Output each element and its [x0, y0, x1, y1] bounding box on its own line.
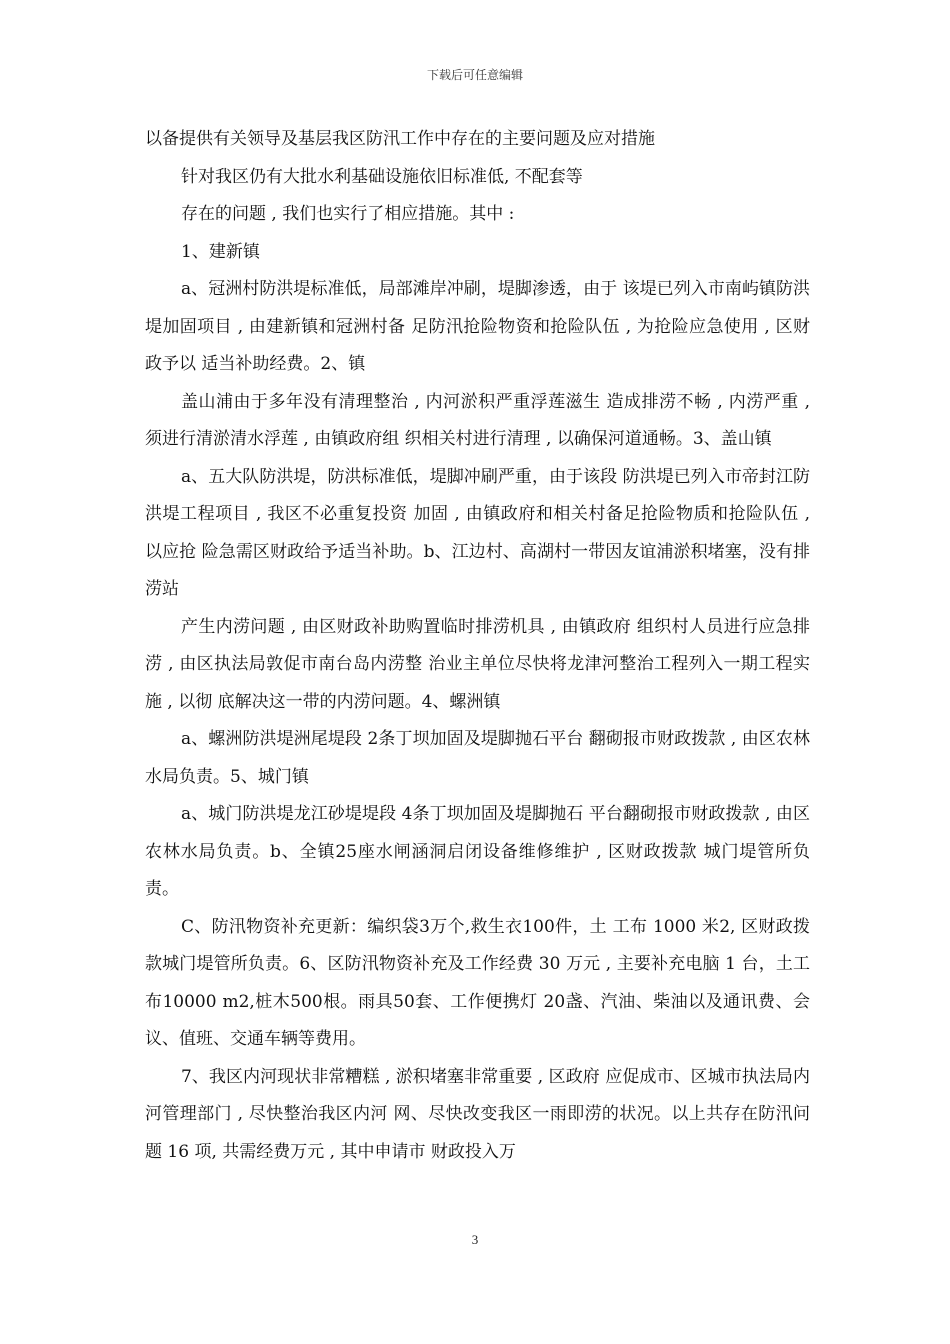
paragraph-11: C、防汛物资补充更新：编织袋3万个,救生衣100件，土 工布 1000 米2, 区财政拨款城门堤管所负责。6、区防汛物资补充及工作经费 30 万元 , 主要补充电脑 1 台，土工布10000 m2,桩木500根。雨具50套、工作便携灯 20盏、汽油、柴油以及通讯费、会议、值班、交通车辆等费用。	[145, 916, 810, 1049]
page-number: 3	[471, 1232, 479, 1247]
paragraph-1: 以备提供有关领导及基层我区防汛工作中存在的主要问题及应对措施	[145, 129, 655, 149]
paragraph-3: 存在的问题 , 我们也实行了相应措施。其中 :	[181, 204, 515, 224]
paragraph-7: a、五大队防洪堤，防洪标准低，堤脚冲刷严重，由于该段 防洪堤已列入市帝封江防洪堤工程项目 , 我区不必重复投资 加固 , 由镇政府和相关村备足抢险物质和抢险队伍 , 以应抢 险急需区财政给予适当补助。b、江边村、高湖村一带因友谊浦淤积堵塞，没有排涝站	[145, 466, 810, 599]
paragraph-9: a、螺洲防洪堤洲尾堤段 2条丁坝加固及堤脚抛石平台 翻砌报市财政拨款 , 由区农林水局负责。5、城门镇	[145, 729, 810, 787]
document-body	[145, 121, 810, 1171]
paragraph-10: a、城门防洪堤龙江砂堤堤段 4条丁坝加固及堤脚抛石 平台翻砌报市财政拨款 , 由区农林水局负责。b、全镇25座水闸涵洞启闭设备维修维护 , 区财政拨款 城门堤管所负责。	[145, 804, 810, 899]
paragraph-8: 产生内涝问题 , 由区财政补助购置临时排涝机具 , 由镇政府 组织村人员进行应急排涝 , 由区执法局敦促市南台岛内涝整 治业主单位尽快将龙津河整治工程列入一期工程实施 , 以彻 底解决这一带的内涝问题。4、螺洲镇	[145, 616, 810, 712]
page-header: 下载后可任意编辑	[426, 68, 523, 82]
paragraph-6: 盖山浦由于多年没有清理整治 , 内河淤积严重浮莲滋生 造成排涝不畅 , 内涝严重 , 须进行清淤清水浮莲 , 由镇政府组 织相关村进行清理 , 以确保河道通畅。3、盖山镇	[145, 391, 810, 449]
paragraph-4: 1、建新镇	[181, 241, 260, 262]
paragraph-5: a、冠洲村防洪堤标准低，局部滩岸冲刷，堤脚渗透，由于 该堤已列入市南屿镇防洪堤加固项目 , 由建新镇和冠洲村备 足防汛抢险物资和抢险队伍 , 为抢险应急使用 , 区财政予以 适当补助经费。2、镇	[145, 279, 810, 374]
paragraph-2: 针对我区仍有大批水利基础设施依旧标准低, 不配套等	[181, 166, 583, 187]
paragraph-12: 7、我区内河现状非常糟糕 , 淤积堵塞非常重要 , 区政府 应促成市、区城市执法局内河管理部门 , 尽快整治我区内河 网、尽快改变我区一雨即涝的状况。以上共存在防汛问题 16 项, 共需经费万元 , 其中申请市 财政投入万	[145, 1066, 810, 1162]
